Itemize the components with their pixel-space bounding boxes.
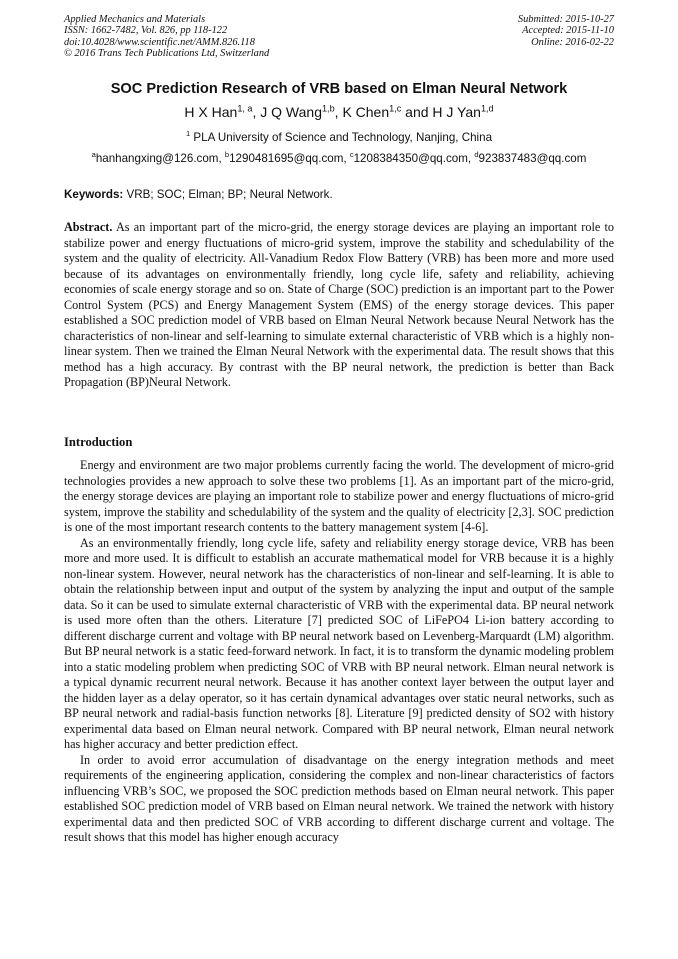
abstract-text: As an important part of the micro-grid, the energy storage devices are playing an important role to stabilize power and energy fluctuations of micro-grid system, improve the stability and schedulability of the system and the quality of electricity. All-Vanadium Redox Flow Battery (VRB) has been more and more used because of its advantages on environmentally friendly, long cycle life, safety and reliability, achieving economies of scale energy storage and so on. State of Charge (SOC) prediction is an important part to the Power Control System (PCS) and Energy Management System (EMS) of the energy storage devices. This paper established a SOC prediction model of VRB based on Elman Neural Network because Neural Network has the characteristics of non-linear and self-learning to simulate external characteristic of VRB which is a highly non-linear system. Then we trained the Elman Neural Network with the experimental data. The result shows that this method has a high accuracy. By contrast with the BP neural network, the prediction is better than Back Propagation (BP)Neural Network. (64, 220, 614, 389)
author-separator: , (252, 104, 261, 120)
issn-line: ISSN: 1662-7482, Vol. 826, pp 118-122 (64, 25, 228, 37)
journal-info (64, 14, 269, 60)
email-superscript: d (474, 150, 479, 160)
keywords (64, 188, 333, 201)
copyright-line: © 2016 Trans Tech Publications Ltd, Switzerland (64, 48, 270, 60)
affiliation (0, 131, 678, 144)
paper-title: SOC Prediction Research of VRB based on Elman Neural Network (110, 81, 568, 97)
email-separator: , (218, 152, 225, 165)
online-date: Online: 2016-02-22 (531, 36, 614, 48)
keywords-label: Keywords: (64, 188, 124, 201)
email-separator: , (343, 152, 350, 165)
abstract-label: Abstract. (64, 220, 113, 234)
author-line (0, 104, 678, 120)
email-separator: , (467, 152, 475, 165)
submitted-date: Submitted: 2015-10-27 (517, 14, 614, 25)
paragraph: Energy and environment are two major problems currently facing the world. The development of micro-grid technologies provides a new approach to solve these two problems [1]. As an important part of the micro-grid, the energy storage devices are playing an important role to stabilize power and energy fluctuations of micro-grid system, improve the stability and schedulability of the system and the quality of electricity [2,3]. SOC prediction is one of the most important research contents to the battery management system [4-6]. (64, 458, 615, 534)
author-name: H J Yan (432, 104, 481, 120)
email-superscript: b (224, 150, 230, 160)
introduction-body (64, 458, 614, 846)
email-superscript: a (91, 150, 96, 160)
author-name: K Chen (342, 104, 390, 120)
email-address[interactable]: 1290481695@qq.com (229, 152, 344, 165)
accepted-date: Accepted: 2015-11-10 (522, 25, 614, 37)
author-separator: , (334, 104, 343, 120)
email-line (0, 152, 678, 165)
author-name: H X Han (184, 104, 238, 120)
author-separator: and (401, 104, 433, 120)
affiliation-text: PLA University of Science and Technology, Nanjing, China (193, 131, 493, 144)
author-superscript: 1,d (480, 103, 494, 114)
section-heading-introduction: Introduction (64, 435, 133, 449)
author-superscript: 1,b (322, 103, 335, 114)
affiliation-superscript: 1 (185, 129, 191, 139)
paragraph: As an environmentally friendly, long cycle life, safety and reliability energy storage device, VRB has been more and more used. It is difficult to establish an accurate mathematical model for VRB because it is a highly non-linear system. However, neural network has the characteristics of non-linear and self-learning. It is able to obtain the relationship between input and output of the system by analyzing the input and output of the sample data. So it can be used to simulate external characteristic of VRB with the experimental data. BP neural network is used more often than the others. Literature [7] predicted SOC of LiFePO4 Li-ion battery according to different discharge current and voltage with BP neural network based on Levenberg-Marquardt (LM) algorithm. But BP neural network is a static feed-forward network. In fact, it is to transform the dynamic modeling problem into a static modeling problem when predicting SOC of VRB with BP neural network. Elman neural network is a typical dynamic recurrent neural network. Because it has another context layer between the output layer and the hidden layer as a delay operator, so it has certain dynamical advantages over static neural networks, such as BP neural network and radial-basis function networks [8]. Literature [9] predicted density of SO2 with history experimental data based on Elman neural network. Compared with BP neural network, Elman neural network has higher accuracy and better prediction effect. (64, 535, 614, 751)
journal-name: Applied Mechanics and Materials (64, 14, 206, 25)
email-address[interactable]: hanhangxing@126.com (95, 152, 219, 165)
doi-line: doi:10.4028/www.scientific.net/AMM.826.118 (64, 36, 255, 48)
email-address[interactable]: 923837483@qq.com (478, 152, 587, 165)
email-address[interactable]: 1208384350@qq.com (353, 152, 468, 165)
email-superscript: c (349, 150, 354, 160)
author-superscript: 1,c (389, 103, 402, 114)
dates-info (518, 14, 614, 48)
abstract (64, 220, 614, 391)
paragraph: In order to avoid error accumulation of disadvantage on the energy integration methods and meet requirements of the engineering application, considering the complex and non-linear characteristics of factors influencing VRB’s SOC, we proposed the SOC prediction methods based on Elman neural network. This paper established SOC prediction model of VRB based on Elman neural network. We trained the network with history experimental data and then predicted SOC of VRB according to different discharge current and voltage. The result shows that this model has higher enough accuracy (64, 752, 614, 844)
author-superscript: 1, a (237, 103, 253, 114)
author-name: J Q Wang (260, 104, 322, 120)
keywords-text: VRB; SOC; Elman; BP; Neural Network. (126, 188, 333, 201)
